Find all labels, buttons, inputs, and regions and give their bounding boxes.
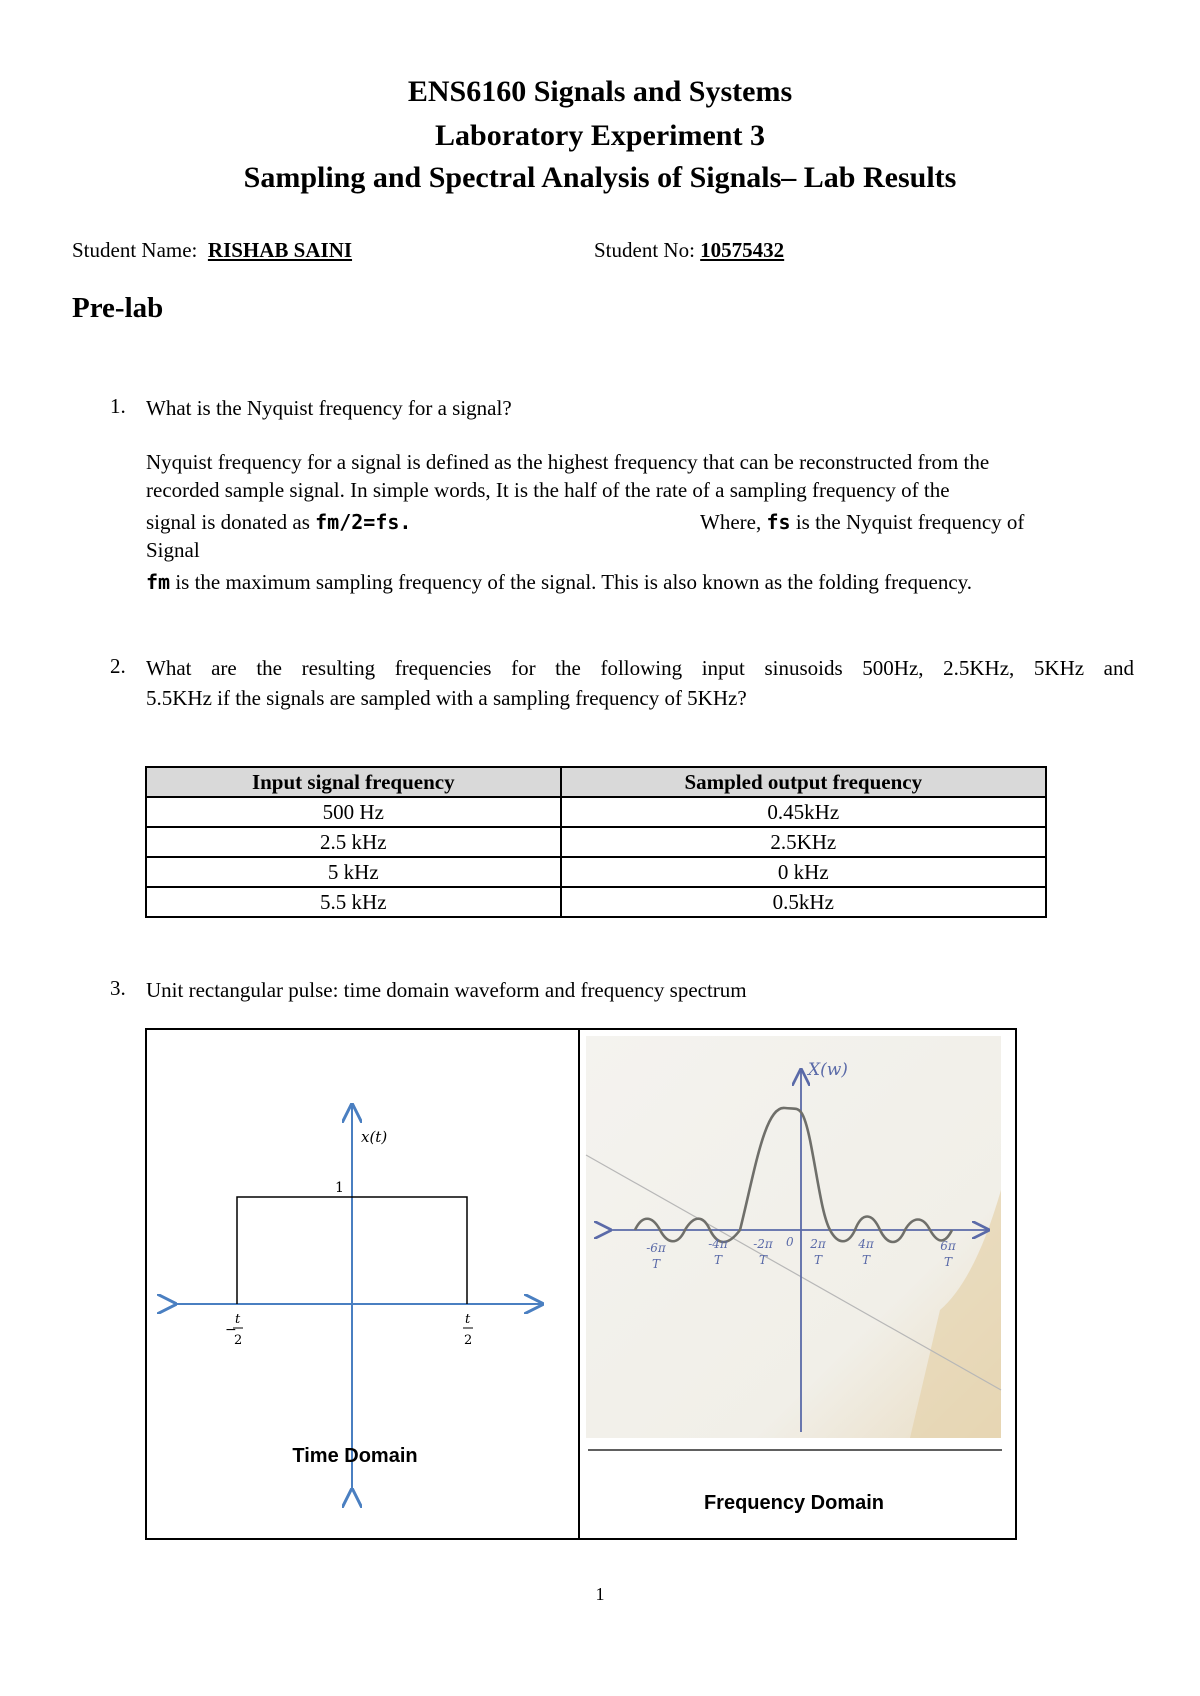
q1-answer-line4: Signal <box>146 538 200 562</box>
q1-question: What is the Nyquist frequency for a signal? <box>146 396 512 420</box>
time-caption: Time Domain <box>292 1445 418 1467</box>
student-name-label: Student Name: <box>72 238 198 262</box>
tick-label: -6π <box>646 1241 666 1255</box>
neg-t-den: 2 <box>234 1333 243 1348</box>
q1-answer-text: signal is donated as <box>146 510 316 534</box>
nyquist-formula: fm/2=fs. <box>315 510 412 534</box>
page-number: 1 <box>595 1584 605 1604</box>
student-name <box>72 238 352 263</box>
table-cell: 5 kHz <box>146 857 561 887</box>
time-domain-plot <box>147 1030 577 1538</box>
table-row <box>146 887 1046 917</box>
table-cell: 500 Hz <box>146 797 561 827</box>
table-row <box>146 857 1046 887</box>
student-no-value: 10575432 <box>700 238 785 262</box>
freq-caption: Frequency Domain <box>703 1492 885 1514</box>
table-cell: 2.5 kHz <box>146 827 561 857</box>
table-cell: 0 kHz <box>561 857 1046 887</box>
q1-number: 1. <box>110 394 126 418</box>
student-no-label: Student No: <box>594 238 695 262</box>
table-cell: 0.5kHz <box>561 887 1046 917</box>
q1-answer-line2: recorded sample signal. In simple words, It is the half of the rate of a sampling frequency of the <box>146 478 950 502</box>
table-cell: 5.5 kHz <box>146 887 561 917</box>
q2-question-line2: 5.5KHz if the signals are sampled with a sampling frequency of 5KHz? <box>146 686 747 710</box>
table-cell: 0.45kHz <box>561 797 1046 827</box>
experiment-title: Laboratory Experiment 3 <box>435 119 765 152</box>
tick-label: -2π <box>753 1237 773 1251</box>
tick-label: 4π <box>858 1237 874 1251</box>
student-number <box>594 238 784 263</box>
table-cell: 2.5KHz <box>561 827 1046 857</box>
q3-question: Unit rectangular pulse: time domain waveform and frequency spectrum <box>146 978 747 1002</box>
tick-label: T <box>861 1253 871 1267</box>
table-row <box>146 797 1046 827</box>
table-header: Sampled output frequency <box>561 767 1046 797</box>
tick-label: T <box>758 1253 768 1267</box>
fs-symbol: fs <box>766 510 791 534</box>
frequency-domain-plot <box>580 1030 1015 1538</box>
frequency-table <box>145 766 1047 918</box>
q3-number: 3. <box>110 976 126 1000</box>
fm-symbol: fm <box>146 570 171 594</box>
pos-t-den: 2 <box>464 1333 473 1348</box>
tick-label: 6π <box>940 1239 956 1253</box>
q1-answer-line3 <box>146 508 411 536</box>
fm-def: is the maximum sampling frequency of the signal. This is also known as the folding frequency. <box>170 570 973 594</box>
table-header: Input signal frequency <box>146 767 561 797</box>
tick-label: T <box>651 1257 661 1271</box>
neg-t-num: t <box>235 1312 241 1327</box>
course-title: ENS6160 Signals and Systems <box>407 75 793 108</box>
minus-sign: − <box>225 1322 237 1338</box>
student-name-value: RISHAB SAINI <box>207 238 353 262</box>
topic-title: Sampling and Spectral Analysis of Signals– Lab Results <box>243 161 957 194</box>
tick-label: 2π <box>810 1237 826 1251</box>
tick-label: T <box>713 1253 723 1267</box>
freq-ylabel: X(w) <box>808 1060 848 1080</box>
pos-t-num: t <box>465 1312 471 1327</box>
q1-answer-line5 <box>146 568 972 596</box>
time-ylabel: x(t) <box>361 1128 388 1146</box>
where-text: Where, <box>700 510 767 534</box>
tick-label: -4π <box>708 1237 728 1251</box>
table-header-row <box>146 767 1046 797</box>
q1-answer-where <box>700 508 1024 536</box>
q2-number: 2. <box>110 654 126 678</box>
section-heading: Pre-lab <box>72 292 164 324</box>
where-def: is the Nyquist frequency of <box>790 510 1025 534</box>
level-label: 1 <box>335 1180 344 1196</box>
q1-answer-line1: Nyquist frequency for a signal is defined as the highest frequency that can be reconstructed from the <box>146 450 990 474</box>
origin-label: 0 <box>786 1235 794 1249</box>
q2-question-line1: What are the resulting frequencies for the following input sinusoids 500Hz, 2.5KHz, 5KHz and <box>146 656 1134 680</box>
table-row <box>146 827 1046 857</box>
tick-label: T <box>943 1255 953 1269</box>
tick-label: T <box>813 1253 823 1267</box>
